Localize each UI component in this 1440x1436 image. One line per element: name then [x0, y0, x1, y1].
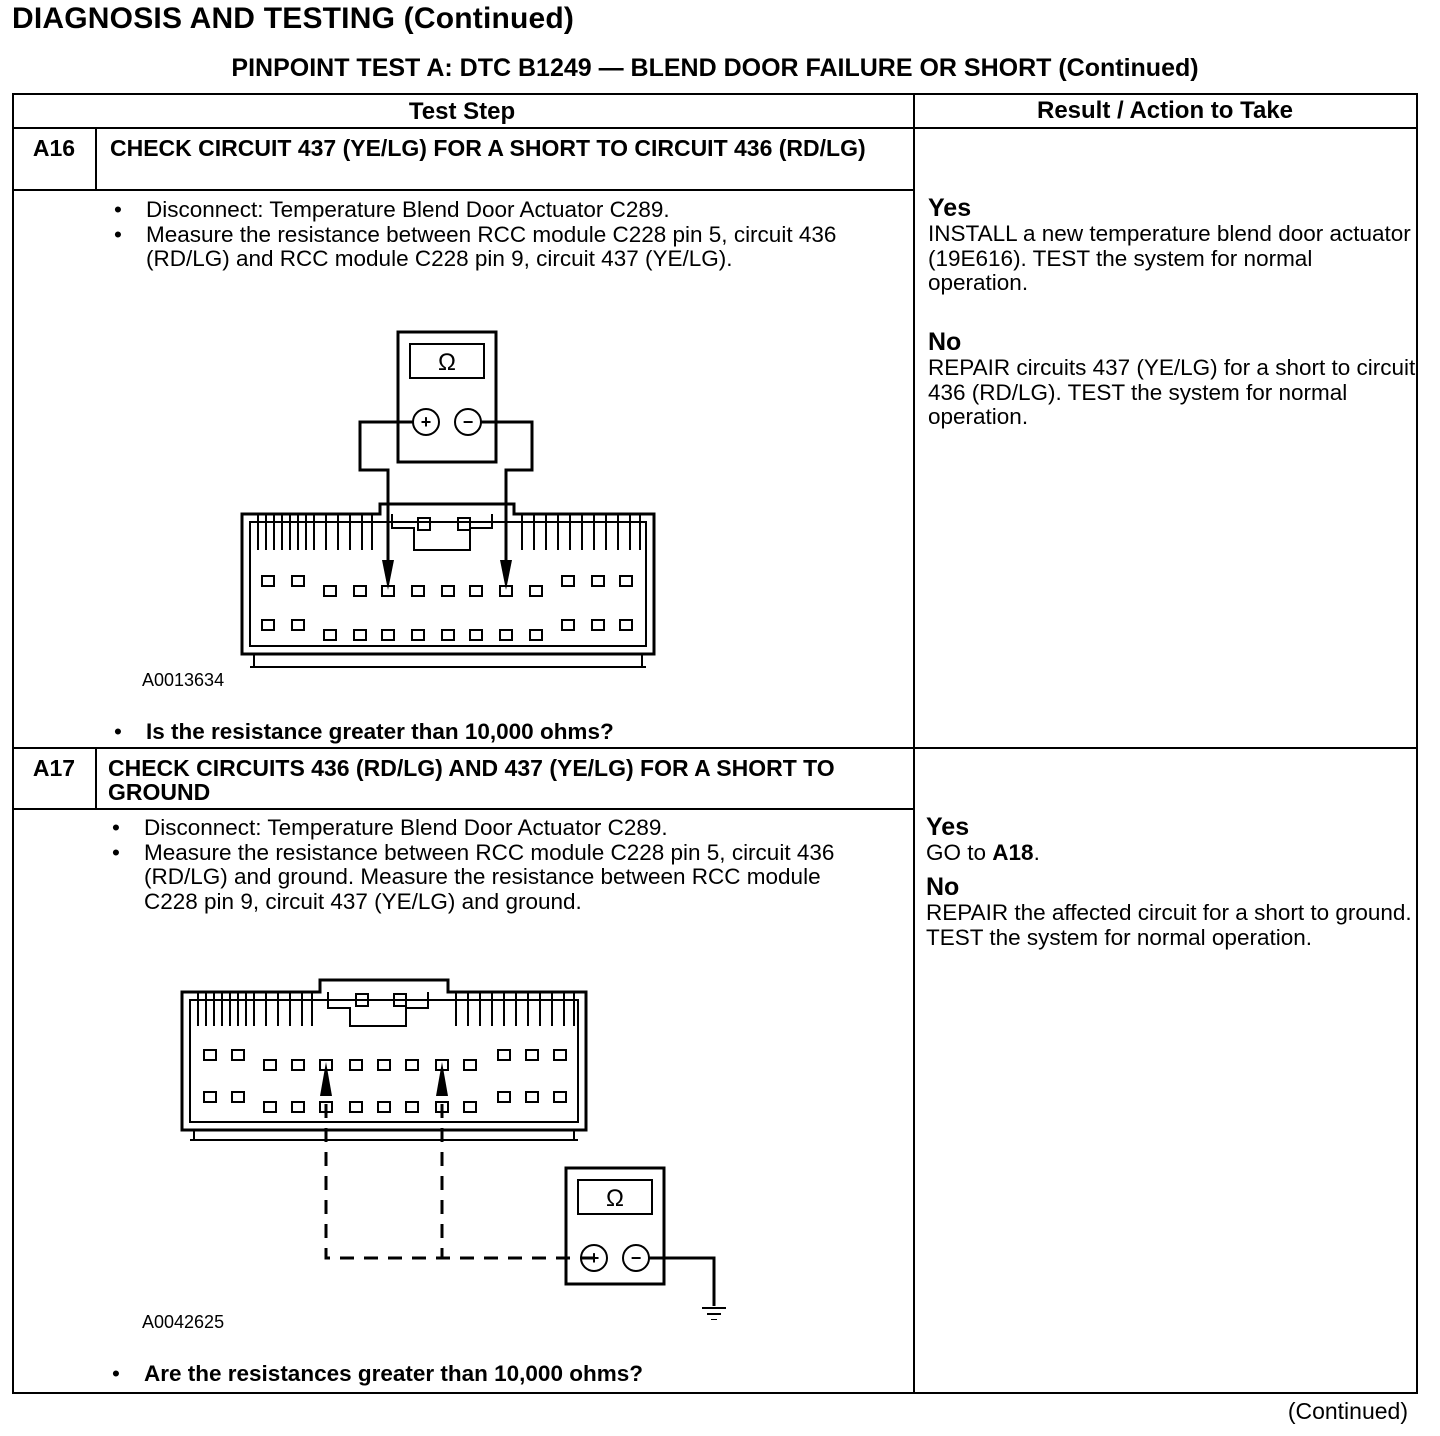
page-title: DIAGNOSIS AND TESTING (Continued) — [12, 2, 575, 35]
column-header-result: Result / Action to Take — [1036, 97, 1294, 124]
connector-diagram-a16 — [230, 322, 670, 682]
svg-text:+: + — [588, 1248, 600, 1268]
header-row-divider — [12, 127, 1418, 129]
continued-note: (Continued) — [1287, 1398, 1408, 1424]
figure-code-a17: A0042625 — [142, 1312, 225, 1332]
result-no-label: No — [928, 328, 962, 356]
connector-diagram-a17 — [170, 970, 750, 1320]
step-a16-instructions — [110, 198, 880, 272]
svg-text:+: + — [420, 412, 432, 432]
step-question-a16: • Is the resistance greater than 10,000 ohms? — [110, 719, 614, 745]
step-title-a16: CHECK CIRCUIT 437 (YE/LG) FOR A SHORT TO CIRCUIT 436 (RD/LG) — [110, 135, 866, 161]
result-yes-label: Yes — [926, 813, 970, 841]
step-title-a17: CHECK CIRCUITS 436 (RD/LG) AND 437 (YE/LG) FOR A SHORT TO GROUND — [108, 755, 835, 805]
result-no-label: No — [926, 873, 960, 901]
result-no-a16 — [928, 329, 1416, 430]
probe-tip-icon — [436, 1062, 448, 1096]
result-yes-text-prefix: GO to — [926, 840, 993, 865]
step-row-divider — [12, 747, 1418, 749]
step-a17-instructions — [108, 816, 838, 914]
result-yes-label: Yes — [928, 194, 972, 222]
test-lead-positive — [326, 1080, 594, 1258]
column-header-test-step: Test Step — [408, 98, 516, 125]
instruction-item: • Disconnect: Temperature Blend Door Actuator C289. — [108, 816, 838, 841]
instruction-item: • Disconnect: Temperature Blend Door Actuator C289. — [110, 198, 880, 223]
svg-text:−: − — [462, 412, 474, 432]
instruction-item: • Measure the resistance between RCC module C228 pin 5, circuit 436 (RD/LG) and RCC module C228 pin 9, circuit 437 (YE/LG). — [110, 223, 880, 272]
step-id-a17: A17 — [32, 755, 76, 781]
result-yes-text-suffix: . — [1033, 840, 1040, 865]
step-id-divider — [95, 127, 97, 191]
step-id-divider — [95, 747, 97, 810]
svg-text:−: − — [630, 1248, 642, 1268]
step-title-divider — [12, 808, 914, 810]
result-no-text: REPAIR the affected circuit for a short to ground. TEST the system for normal operation. — [926, 900, 1412, 950]
instruction-item: • Measure the resistance between RCC module C228 pin 5, circuit 436 (RD/LG) and ground. Measure the resistance between RCC module C228 pin 9, circuit 437 (YE/LG) and ground. — [108, 841, 838, 915]
result-yes-text: INSTALL a new temperature blend door actuator (19E616). TEST the system for normal operation. — [928, 221, 1411, 295]
ohm-symbol: Ω — [606, 1185, 624, 1212]
result-yes-a17 — [926, 814, 1414, 866]
probe-tip-icon — [320, 1062, 332, 1096]
pinpoint-test-title: PINPOINT TEST A: DTC B1249 — BLEND DOOR FAILURE OR SHORT (Continued) — [231, 54, 1199, 82]
column-divider — [913, 93, 915, 1394]
result-yes-target-step: A18 — [992, 840, 1034, 865]
result-yes-a16 — [928, 195, 1416, 296]
ground-icon — [702, 1308, 726, 1320]
step-question-a17: • Are the resistances greater than 10,000 ohms? — [108, 1361, 643, 1387]
ohm-symbol: Ω — [438, 349, 456, 376]
ground-lead — [649, 1258, 714, 1306]
step-id-a16: A16 — [32, 135, 76, 161]
step-title-divider — [12, 189, 914, 191]
result-no-text: REPAIR circuits 437 (YE/LG) for a short to circuit 436 (RD/LG). TEST the system for normal operation. — [928, 355, 1416, 429]
test-lead-positive — [360, 422, 413, 560]
result-no-a17 — [926, 874, 1414, 950]
test-lead-negative — [481, 422, 532, 560]
figure-code-a16: A0013634 — [142, 670, 225, 690]
